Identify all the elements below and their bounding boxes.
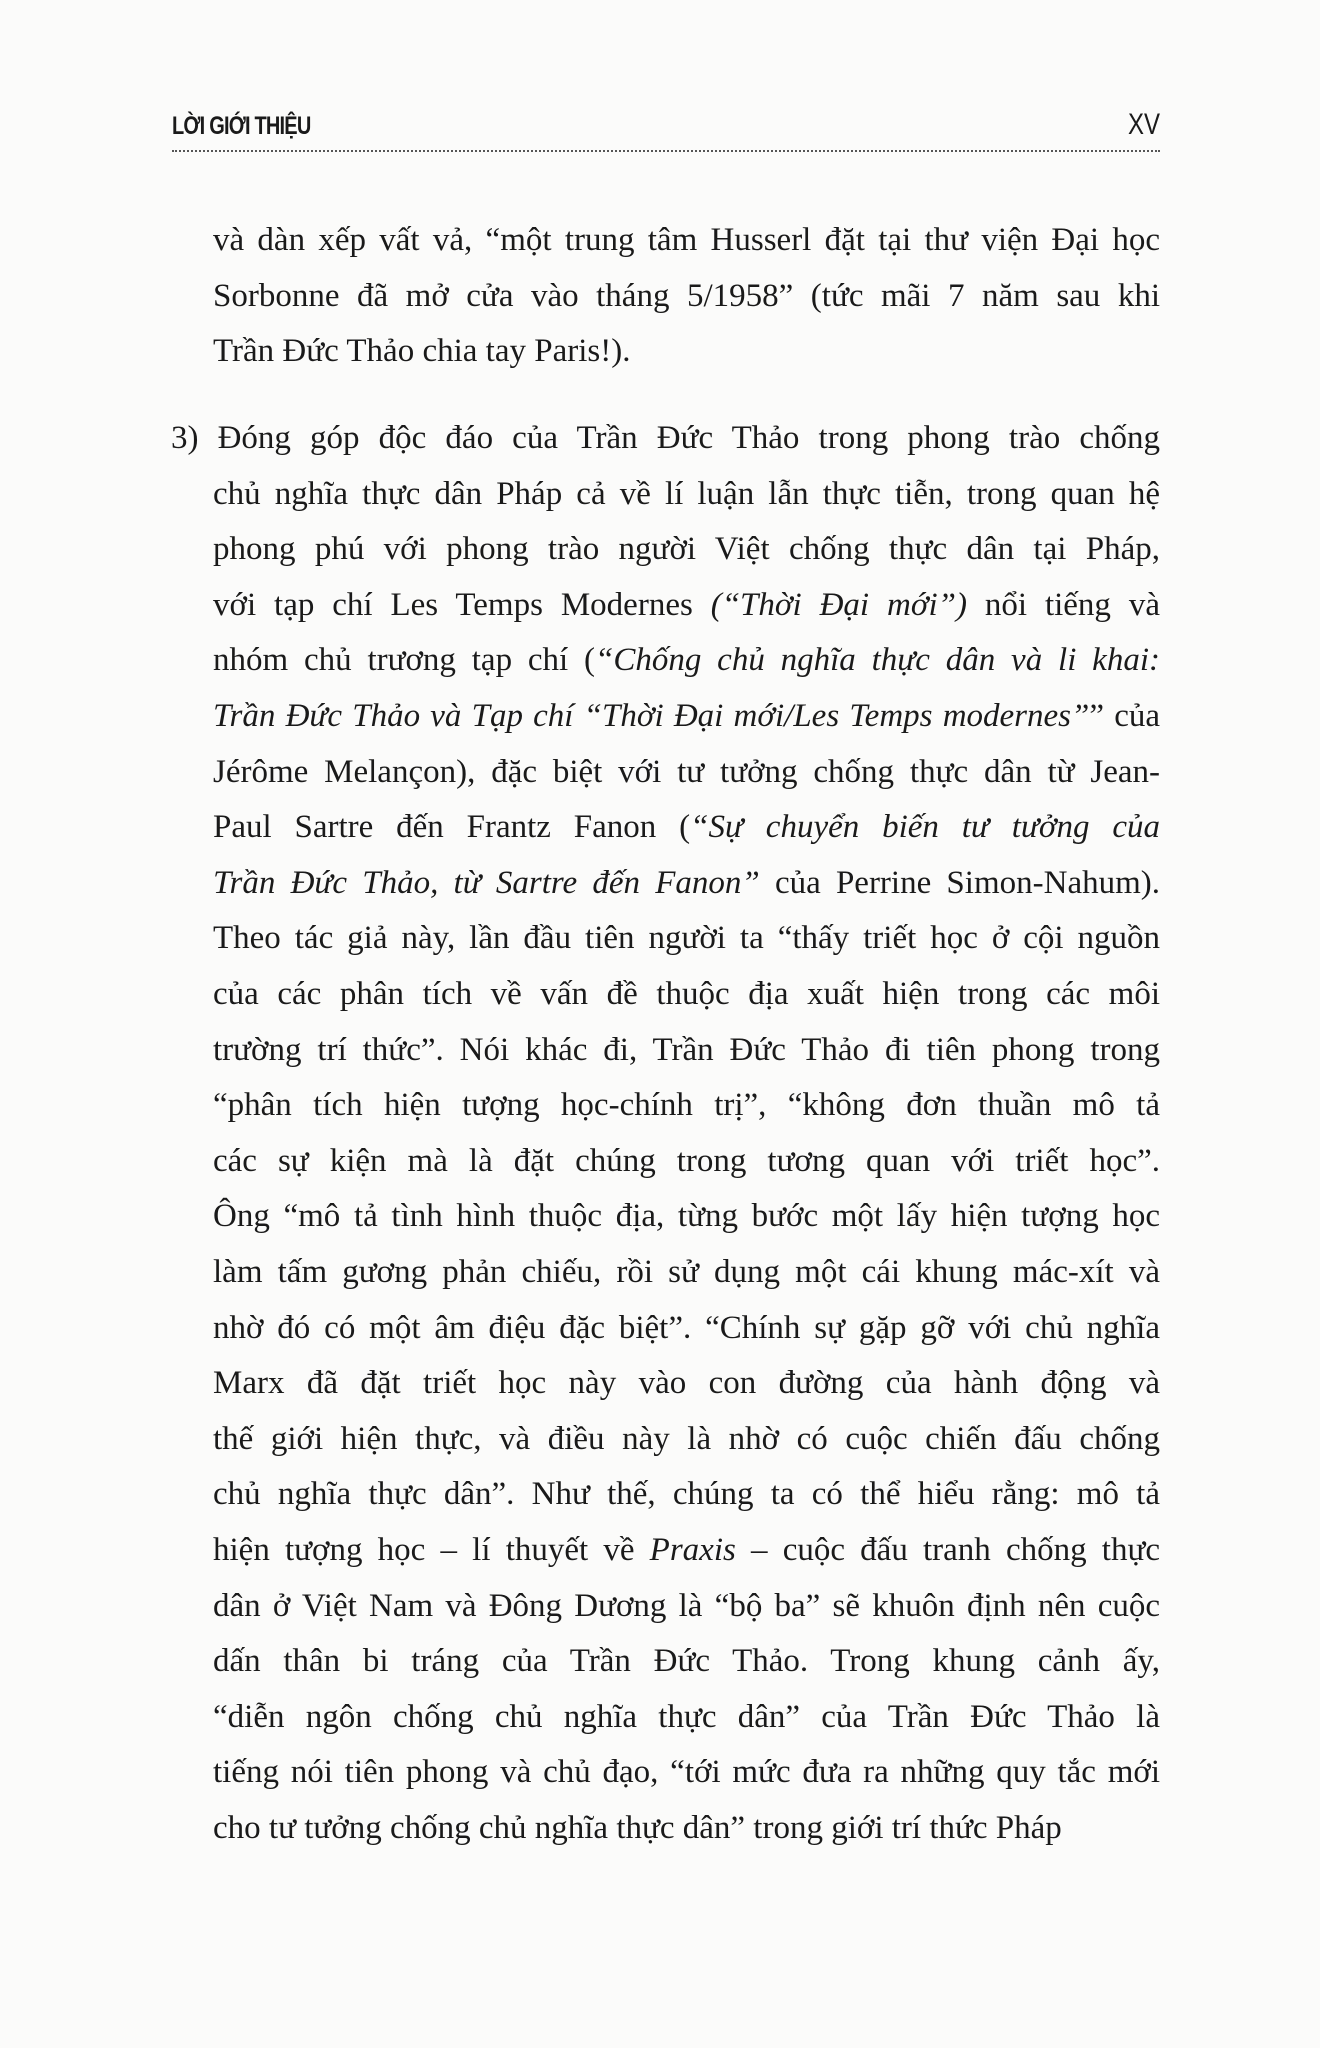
text: trường trí thức”. Nói khác đi, Trần Đức Thảo đi tiên phong trong [213,1031,1160,1068]
text: Sorbonne đã mở cửa vào tháng 5/1958” (tức mãi 7 năm sau khi [213,277,1160,314]
text: dân ở Việt Nam và Đông Dương là “bộ ba” sẽ khuôn định nên cuộc [213,1587,1160,1624]
text-line [213,1030,1160,1070]
text-line [213,1308,1160,1348]
text: phong phú với phong trào người Việt chống thực dân tại Pháp, [213,531,1160,568]
text: và dàn xếp vất vả, “một trung tâm Husserl đặt tại thư viện Đại học [213,222,1160,258]
text: Paul Sartre đến Frantz Fanon ( [213,809,691,846]
text-line [213,974,1160,1014]
text-line [213,585,1160,625]
italic-text: “Sự chuyển biến tư tưởng của [690,809,1161,846]
text: dấn thân bi tráng của Trần Đức Thảo. Trong khung cảnh ấy, [213,1643,1160,1680]
text: của các phân tích về vấn đề thuộc địa xuất hiện trong các môi [213,976,1160,1012]
text: – cuộc đấu tranh chống thực [735,1532,1160,1568]
text-line [213,1196,1160,1236]
italic-text: “Chống chủ nghĩa thực dân và li khai: [595,642,1160,679]
text-line [213,1419,1160,1459]
text: của Perrine Simon-Nahum). [759,864,1160,901]
text-line [171,418,1160,458]
text-line [213,640,1160,680]
text-line [213,1697,1160,1737]
text-line [213,918,1160,958]
text: làm tấm gương phản chiếu, rồi sử dụng một cái khung mác-xít và [213,1254,1160,1290]
italic-text: Praxis [649,1532,736,1568]
italic-text: Trần Đức Thảo, từ Sartre đến Fanon” [213,864,760,901]
text: tiếng nói tiên phong và chủ đạo, “tới mức đưa ra những quy tắc mới [213,1754,1160,1791]
text-line [213,1363,1160,1403]
running-title: LỜI GIỚI THIỆU [172,112,311,140]
text: cho tư tưởng chống chủ nghĩa thực dân” trong giới trí thức Pháp [213,1810,1062,1846]
text-line [213,807,1160,847]
text: với tạp chí Les Temps Modernes [213,586,711,623]
text-line [213,1085,1160,1125]
page-number: XV [1127,108,1160,141]
text: hiện tượng học – lí thuyết về [213,1532,650,1568]
text-line [213,696,1160,736]
italic-text: (“Thời Đại mới”) [710,586,967,623]
text: chủ nghĩa thực dân Pháp cả về lí luận lẫn thực tiễn, trong quan hệ [213,475,1160,512]
text-line [213,1586,1160,1626]
text-line [213,1530,1160,1570]
text-line [213,1141,1160,1181]
text-line [213,1752,1160,1792]
text: “diễn ngôn chống chủ nghĩa thực dân” của Trần Đức Thảo là [213,1698,1160,1735]
running-header [172,104,1160,152]
italic-text: Trần Đức Thảo và Tạp chí “Thời Đại mới/Les Temps modernes” [213,698,1090,734]
text-line [213,220,1160,260]
text: nhóm chủ trương tạp chí ( [213,642,595,679]
text: Trần Đức Thảo chia tay Paris!). [213,333,631,370]
text-line [213,1641,1160,1681]
text-line [213,474,1160,514]
text-line [213,1808,1160,1848]
text: 3) Đóng góp độc đáo của Trần Đức Thảo trong phong trào chống [171,420,1160,456]
text: Jérôme Melançon), đặc biệt với tư tưởng chống thực dân từ Jean- [213,753,1160,790]
text-line [213,331,1160,371]
text: Theo tác giả này, lần đầu tiên người ta “thấy triết học ở cội nguồn [213,920,1160,957]
text: chủ nghĩa thực dân”. Như thế, chúng ta có thể hiểu rằng: mô tả [213,1476,1160,1513]
text: các sự kiện mà là đặt chúng trong tương quan với triết học”. [213,1142,1160,1179]
text-line [213,752,1160,792]
text: ” của [1089,698,1160,734]
text-line [213,529,1160,569]
text: “phân tích hiện tượng học-chính trị”, “không đơn thuần mô tả [213,1087,1160,1124]
text: nổi tiếng và [966,586,1160,623]
text: nhờ đó có một âm điệu đặc biệt”. “Chính sự gặp gỡ với chủ nghĩa [213,1309,1160,1346]
text: thế giới hiện thực, và điều này là nhờ có cuộc chiến đấu chống [213,1420,1160,1457]
text-line [213,276,1160,316]
text: Ông “mô tả tình hình thuộc địa, từng bước một lấy hiện tượng học [213,1198,1160,1235]
text-line [213,1252,1160,1292]
text: Marx đã đặt triết học này vào con đường của hành động và [213,1365,1160,1402]
text-line [213,863,1160,903]
text-line [213,1474,1160,1514]
